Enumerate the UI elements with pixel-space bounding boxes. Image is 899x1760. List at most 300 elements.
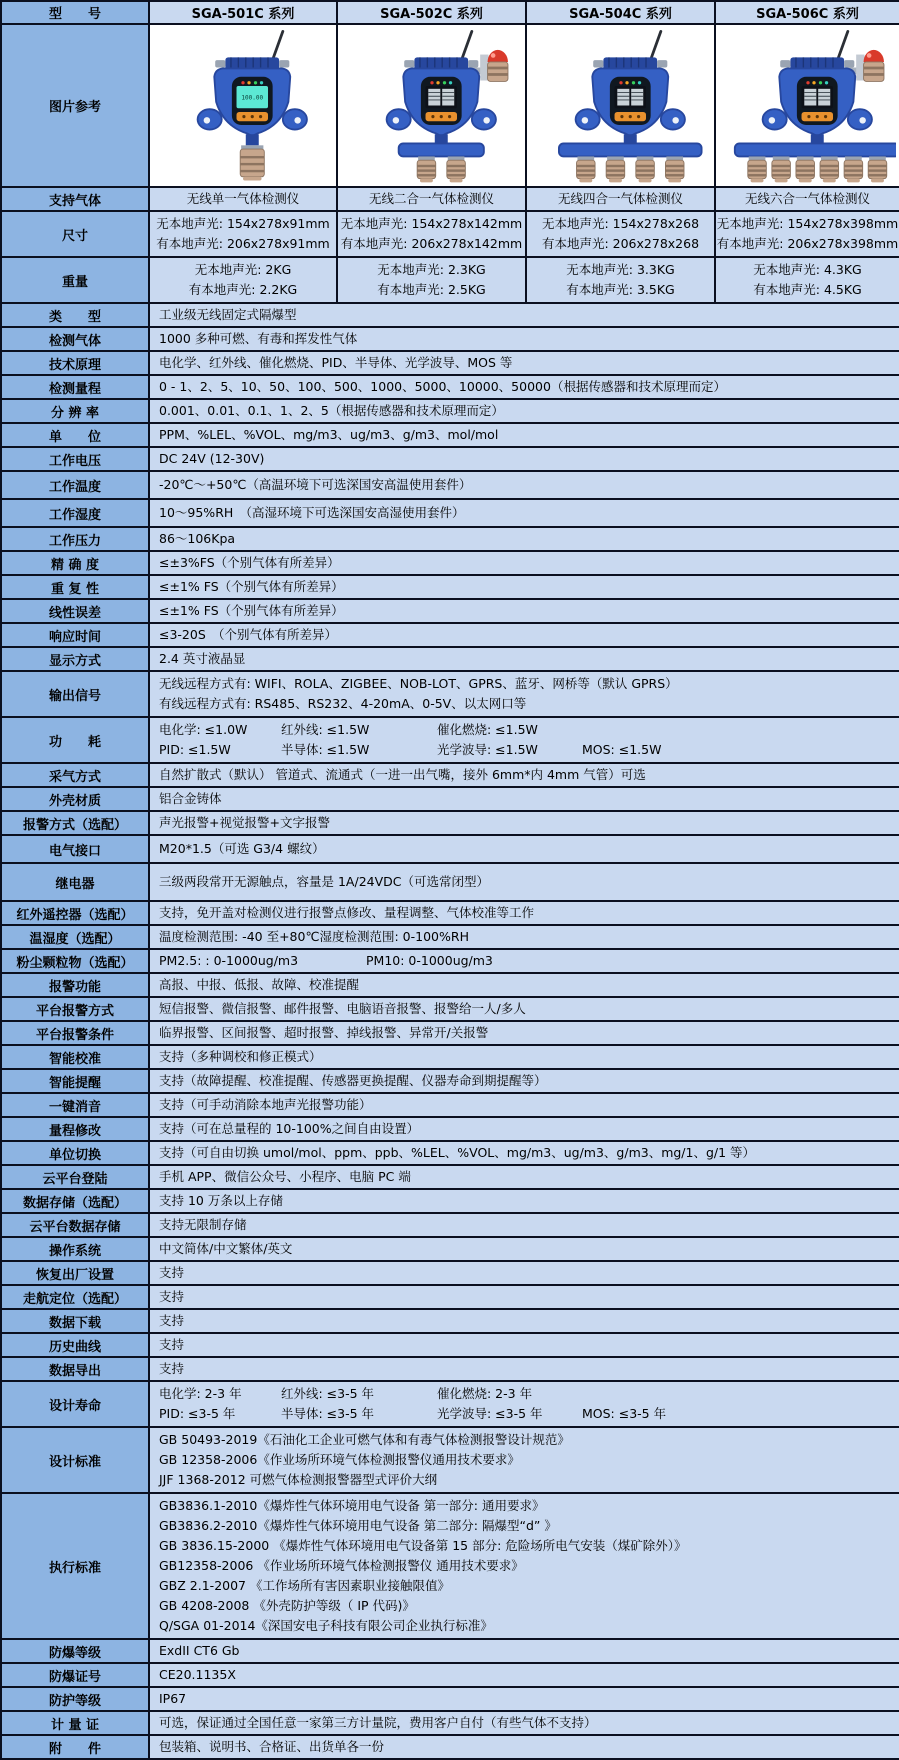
row-label: 尺寸 xyxy=(1,211,149,257)
value-segment: PM10: 0-1000ug/m3 xyxy=(366,953,493,968)
row-label: 量程修改 xyxy=(1,1117,149,1141)
value-line xyxy=(159,1119,893,1139)
value-segment: IP67 xyxy=(159,1691,187,1706)
value-segment: 临界报警、区间报警、超时报警、掉线报警、异常开/关报警 xyxy=(159,1025,489,1040)
spec-row xyxy=(1,399,899,423)
value-line: 有本地声光: 2.2KG xyxy=(188,282,298,297)
row-label: 云平台数据存储 xyxy=(1,1213,149,1237)
spec-row xyxy=(1,1021,899,1045)
compare-value-cell xyxy=(337,211,526,257)
value-segment: 温度检测范围: -40 至+80℃ xyxy=(159,929,320,944)
value-segment: 半导体: ≤1.5W xyxy=(281,742,370,757)
spec-value-cell xyxy=(149,1141,899,1165)
value-line: 无本地声光: 2.3KG xyxy=(377,262,486,277)
compare-value-cell xyxy=(337,187,526,211)
spec-row xyxy=(1,375,899,399)
row-label: 防爆证号 xyxy=(1,1663,149,1687)
row-label: 输出信号 xyxy=(1,671,149,717)
value-segment: GB12358-2006 《作业场所环境气体检测报警仪 通用技术要求》 xyxy=(159,1558,524,1573)
value-line xyxy=(159,577,893,597)
value-segment: GB 50493-2019《石油化工企业可燃气体和有毒气体检测报警设计规范》 xyxy=(159,1432,570,1447)
value-segment: DC 24V (12-30V) xyxy=(159,451,265,466)
value-segment: 支持（可手动消除本地声光报警功能） xyxy=(159,1097,372,1112)
compare-value-cell xyxy=(337,257,526,303)
value-line: 无线六合一气体检测仪 xyxy=(744,191,870,206)
spec-value-cell xyxy=(149,1045,899,1069)
value-segment: 三级两段常开无源触点，容量是 1A/24VDC（可选常闭型） xyxy=(159,874,489,889)
value-line xyxy=(159,425,893,445)
spec-value-cell xyxy=(149,1021,899,1045)
spec-value-cell xyxy=(149,1165,899,1189)
row-label: 设计标准 xyxy=(1,1427,149,1493)
spec-row xyxy=(1,1237,899,1261)
value-line: 有本地声光: 206x278x398mm xyxy=(716,236,899,251)
value-line xyxy=(159,1335,893,1355)
value-line xyxy=(159,401,893,421)
spec-value-cell xyxy=(149,647,899,671)
value-line xyxy=(159,1191,893,1211)
spec-row xyxy=(1,1735,899,1759)
spec-row xyxy=(1,811,899,835)
spec-row xyxy=(1,1333,899,1357)
spec-row xyxy=(1,901,899,925)
value-segment: 支持（可在总量程的 10-100%之间自由设置） xyxy=(159,1121,420,1136)
spec-value-cell xyxy=(149,997,899,1021)
value-line xyxy=(159,1071,893,1091)
value-segment: M20*1.5（可选 G3/4 螺纹） xyxy=(159,841,325,856)
value-line: 无本地声光: 154x278x268 xyxy=(541,216,700,231)
value-segment: 电化学: 2-3 年 xyxy=(159,1386,242,1401)
value-line: 无本地声光: 4.3KG xyxy=(753,262,862,277)
spec-row xyxy=(1,1261,899,1285)
spec-value-cell xyxy=(149,1639,899,1663)
spec-row xyxy=(1,1141,899,1165)
value-line xyxy=(159,475,893,495)
value-line xyxy=(159,1167,893,1187)
row-label: 粉尘颗粒物（选配） xyxy=(1,949,149,973)
spec-row xyxy=(1,863,899,901)
row-label: 精 确 度 xyxy=(1,551,149,575)
spec-value-cell xyxy=(149,1117,899,1141)
value-segment: 红外线: ≤1.5W xyxy=(281,722,370,737)
row-label: 走航定位（选配） xyxy=(1,1285,149,1309)
spec-row xyxy=(1,763,899,787)
value-segment: ≤±3%FS（个别气体有所差异） xyxy=(159,555,340,570)
row-label: 图片参考 xyxy=(1,24,149,187)
spec-row xyxy=(1,575,899,599)
value-segment: PID: ≤3-5 年 xyxy=(159,1406,236,1421)
row-label: 类 型 xyxy=(1,303,149,327)
spec-value-cell xyxy=(149,551,899,575)
product-image-cell xyxy=(715,24,899,187)
value-segment: JJF 1368-2012 可燃气体检测报警器型式评价大纲 xyxy=(159,1472,438,1487)
compare-value-cell xyxy=(715,211,899,257)
value-line xyxy=(159,1616,893,1636)
spec-row xyxy=(1,551,899,575)
spec-row xyxy=(1,303,899,327)
value-line: 有本地声光: 3.5KG xyxy=(566,282,675,297)
row-label: 线性误差 xyxy=(1,599,149,623)
row-label: 工作湿度 xyxy=(1,499,149,527)
spec-value-cell xyxy=(149,1357,899,1381)
value-line xyxy=(159,1239,893,1259)
value-line xyxy=(159,601,893,621)
value-line: 无线四合一气体检测仪 xyxy=(557,191,683,206)
value-line xyxy=(159,449,893,469)
value-segment: 支持 10 万条以上存储 xyxy=(159,1193,283,1208)
compare-row xyxy=(1,257,899,303)
spec-value-cell xyxy=(149,787,899,811)
spec-value-cell xyxy=(149,1735,899,1759)
spec-row xyxy=(1,997,899,1021)
spec-value-cell xyxy=(149,303,899,327)
value-segment: GBZ 2.1-2007 《工作场所有害因素职业接触限值》 xyxy=(159,1578,450,1593)
value-line xyxy=(159,813,893,833)
product-image-cell xyxy=(337,24,526,187)
value-segment: 半导体: ≤3-5 年 xyxy=(281,1406,375,1421)
model-header-row xyxy=(1,1,899,24)
spec-row xyxy=(1,835,899,863)
spec-value-cell xyxy=(149,763,899,787)
value-segment: 湿度检测范围: 0-100%RH xyxy=(319,929,469,944)
row-label: 设计寿命 xyxy=(1,1381,149,1427)
value-segment: ExdII CT6 Gb xyxy=(159,1643,240,1658)
spec-value-cell xyxy=(149,1711,899,1735)
spec-value-cell xyxy=(149,599,899,623)
value-line: 无线单一气体检测仪 xyxy=(186,191,300,206)
value-line xyxy=(159,529,893,549)
spec-row xyxy=(1,1045,899,1069)
spec-value-cell xyxy=(149,327,899,351)
row-label: 继电器 xyxy=(1,863,149,901)
spec-row xyxy=(1,447,899,471)
gas-detector-illustration xyxy=(720,25,896,186)
value-line xyxy=(159,1263,893,1283)
spec-row xyxy=(1,1213,899,1237)
value-segment: 86～106Kpa xyxy=(159,531,236,546)
compare-value-cell xyxy=(149,257,337,303)
value-line xyxy=(159,1450,893,1470)
spec-row xyxy=(1,1093,899,1117)
value-line: 有本地声光: 206x278x91mm xyxy=(156,236,330,251)
value-segment: 铝合金铸体 xyxy=(159,791,222,806)
row-label: 响应时间 xyxy=(1,623,149,647)
compare-value-cell xyxy=(526,257,715,303)
value-line xyxy=(159,1359,893,1379)
spec-row xyxy=(1,1493,899,1639)
value-segment: 支持 xyxy=(159,1289,185,1304)
spec-row xyxy=(1,623,899,647)
row-label: 附 件 xyxy=(1,1735,149,1759)
value-line xyxy=(159,1596,893,1616)
spec-value-cell xyxy=(149,623,899,647)
value-line xyxy=(159,1556,893,1576)
value-line xyxy=(159,1470,893,1490)
value-segment: 10～95%RH （高湿环境下可选深国安高湿使用套件） xyxy=(159,505,465,520)
spec-value-cell xyxy=(149,901,899,925)
value-segment: 支持无限制存储 xyxy=(159,1217,247,1232)
value-line xyxy=(159,305,893,325)
value-segment: 光学波导: ≤3-5 年 xyxy=(437,1406,543,1421)
row-label: 技术原理 xyxy=(1,351,149,375)
value-line xyxy=(159,1516,893,1536)
value-segment: 红外线: ≤3-5 年 xyxy=(281,1386,375,1401)
value-segment: 支持 xyxy=(159,1313,185,1328)
value-line: 无本地声光: 154x278x91mm xyxy=(156,216,330,231)
value-segment: 0.001、0.01、0.1、1、2、5（根据传感器和技术原理而定） xyxy=(159,403,504,418)
value-line xyxy=(159,503,893,523)
product-image-cell xyxy=(149,24,337,187)
compare-value-cell xyxy=(526,211,715,257)
compare-row xyxy=(1,187,899,211)
value-segment: 催化燃烧: ≤1.5W xyxy=(437,722,538,737)
row-label: 数据存储（选配） xyxy=(1,1189,149,1213)
spec-value-cell xyxy=(149,1493,899,1639)
value-line xyxy=(159,553,893,573)
value-line xyxy=(159,951,893,971)
spec-row xyxy=(1,1285,899,1309)
value-segment: GB3836.1-2010《爆炸性气体环境用电气设备 第一部分: 通用要求》 xyxy=(159,1498,545,1513)
row-label: 工作压力 xyxy=(1,527,149,551)
value-segment: 无线远程方式有: WIFI、ROLA、ZIGBEE、NOB-LOT、GPRS、蓝牙、网桥等（默认 GPRS） xyxy=(159,676,678,691)
spec-value-cell xyxy=(149,671,899,717)
value-segment: 高报、中报、低报、故障、校准提醒 xyxy=(159,977,360,992)
value-segment: MOS: ≤3-5 年 xyxy=(582,1406,667,1421)
value-line xyxy=(159,649,893,669)
spec-row xyxy=(1,647,899,671)
model-name-header: SGA-504C 系列 xyxy=(526,1,715,24)
row-label: 平台报警条件 xyxy=(1,1021,149,1045)
compare-value-cell xyxy=(715,187,899,211)
value-segment: 声光报警+视觉报警+文字报警 xyxy=(159,815,330,830)
spec-value-cell xyxy=(149,1427,899,1493)
spec-value-cell xyxy=(149,1333,899,1357)
value-segment: 电化学: ≤1.0W xyxy=(159,722,248,737)
spec-value-cell xyxy=(149,1687,899,1711)
value-segment: 电化学、红外线、催化燃烧、PID、半导体、光学波导、MOS 等 xyxy=(159,355,513,370)
spec-value-cell xyxy=(149,1309,899,1333)
value-segment: MOS: ≤1.5W xyxy=(582,742,662,757)
value-line xyxy=(159,1689,893,1709)
value-line xyxy=(159,353,893,373)
spec-row xyxy=(1,527,899,551)
spec-row xyxy=(1,1663,899,1687)
value-line: 无本地声光: 154x278x398mm xyxy=(716,216,899,231)
spec-row xyxy=(1,351,899,375)
value-line xyxy=(159,1737,893,1757)
spec-row xyxy=(1,787,899,811)
value-segment: ≤±1% FS（个别气体有所差异） xyxy=(159,579,344,594)
spec-row xyxy=(1,1165,899,1189)
value-line xyxy=(159,1287,893,1307)
value-line xyxy=(159,1384,893,1404)
spec-value-cell xyxy=(149,447,899,471)
row-label: 温湿度（选配） xyxy=(1,925,149,949)
value-line xyxy=(159,1496,893,1516)
value-line xyxy=(159,839,893,859)
value-segment: 自然扩散式（默认） 管道式、流通式（一进一出气嘴，接外 6mm*内 4mm 气管）可选 xyxy=(159,767,646,782)
spec-value-cell xyxy=(149,863,899,901)
row-label: 检测气体 xyxy=(1,327,149,351)
gas-detector-illustration xyxy=(344,25,520,186)
value-segment: GB3836.2-2010《爆炸性气体环境用电气设备 第二部分: 隔爆型“d” 》 xyxy=(159,1518,557,1533)
value-line xyxy=(159,999,893,1019)
value-segment: CE20.1135X xyxy=(159,1667,236,1682)
value-line xyxy=(159,765,893,785)
value-line xyxy=(159,1665,893,1685)
value-line xyxy=(159,872,893,892)
value-segment: PM2.5: : 0-1000ug/m3 xyxy=(159,953,299,968)
spec-row xyxy=(1,1309,899,1333)
value-line xyxy=(159,1215,893,1235)
value-segment: 支持 xyxy=(159,1265,185,1280)
value-segment: 中文简体/中文繁体/英文 xyxy=(159,1241,293,1256)
row-label: 支持气体 xyxy=(1,187,149,211)
spec-value-cell xyxy=(149,1663,899,1687)
spec-value-cell xyxy=(149,375,899,399)
value-segment: Q/SGA 01-2014《深国安电子科技有限公司企业执行标准》 xyxy=(159,1618,493,1633)
value-segment: PPM、%LEL、%VOL、mg/m3、ug/m3、g/m3、mol/mol xyxy=(159,427,499,442)
spec-row xyxy=(1,1357,899,1381)
value-line xyxy=(159,1047,893,1067)
value-segment: 短信报警、微信报警、邮件报警、电脑语音报警、报警给一人/多人 xyxy=(159,1001,526,1016)
value-line xyxy=(159,740,893,760)
value-segment: -20℃～+50℃（高温环境下可选深国安高温使用套件） xyxy=(159,477,472,492)
value-line: 无本地声光: 2KG xyxy=(194,262,292,277)
value-segment: PID: ≤1.5W xyxy=(159,742,231,757)
value-segment: ≤±1% FS（个别气体有所差异） xyxy=(159,603,344,618)
spec-row xyxy=(1,1189,899,1213)
spec-row xyxy=(1,1711,899,1735)
spec-value-cell xyxy=(149,1189,899,1213)
spec-value-cell xyxy=(149,1213,899,1237)
compare-value-cell xyxy=(149,211,337,257)
value-line xyxy=(159,674,893,694)
spec-value-cell xyxy=(149,1381,899,1427)
spec-row xyxy=(1,1427,899,1493)
spec-row xyxy=(1,1117,899,1141)
value-line xyxy=(159,1713,893,1733)
row-label: 显示方式 xyxy=(1,647,149,671)
row-label: 外壳材质 xyxy=(1,787,149,811)
spec-value-cell xyxy=(149,925,899,949)
product-image-row xyxy=(1,24,899,187)
spec-row xyxy=(1,973,899,997)
value-segment: 支持（可自由切换 umol/mol、ppm、ppb、%LEL、%VOL、mg/m3、ug/m3、g/m3、mg/1、g/1 等） xyxy=(159,1145,756,1160)
spec-value-cell xyxy=(149,1261,899,1285)
value-line xyxy=(159,1143,893,1163)
value-segment: 工业级无线固定式隔爆型 xyxy=(159,307,297,322)
model-column-header: 型 号 xyxy=(1,1,149,24)
spec-row xyxy=(1,423,899,447)
value-line xyxy=(159,1095,893,1115)
row-label: 云平台登陆 xyxy=(1,1165,149,1189)
row-label: 执行标准 xyxy=(1,1493,149,1639)
value-segment: 支持（多种调校和修正模式） xyxy=(159,1049,322,1064)
value-segment: GB 4208-2008 《外壳防护等级（ IP 代码)》 xyxy=(159,1598,415,1613)
spec-value-cell xyxy=(149,973,899,997)
model-name-header: SGA-502C 系列 xyxy=(337,1,526,24)
gas-detector-illustration xyxy=(533,25,709,186)
spec-value-cell xyxy=(149,835,899,863)
value-segment: 支持（故障提醒、校准提醒、传感器更换提醒、仪器寿命到期提醒等） xyxy=(159,1073,547,1088)
value-line: 无本地声光: 154x278x142mm xyxy=(340,216,523,231)
spec-row xyxy=(1,1381,899,1427)
row-label: 重 复 性 xyxy=(1,575,149,599)
value-segment: GB 12358-2006《作业场所环境气体检测报警仪通用技术要求》 xyxy=(159,1452,520,1467)
value-line xyxy=(159,694,893,714)
value-segment: ≤3-20S （个别气体有所差异） xyxy=(159,627,338,642)
row-label: 功 耗 xyxy=(1,717,149,763)
value-segment: 支持，免开盖对检测仪进行报警点修改、量程调整、气体校准等工作 xyxy=(159,905,535,920)
spec-value-cell xyxy=(149,527,899,551)
spec-value-cell xyxy=(149,423,899,447)
compare-row xyxy=(1,211,899,257)
spec-row xyxy=(1,671,899,717)
row-label: 防护等级 xyxy=(1,1687,149,1711)
row-label: 智能提醒 xyxy=(1,1069,149,1093)
value-line: 有本地声光: 206x278x142mm xyxy=(340,236,523,251)
row-label: 操作系统 xyxy=(1,1237,149,1261)
row-label: 智能校准 xyxy=(1,1045,149,1069)
value-segment: GB 3836.15-2000 《爆炸性气体环境用电气设备第 15 部分: 危险场所电气安装（煤矿除外）》 xyxy=(159,1538,687,1553)
value-segment: 可选，保证通过全国任意一家第三方计量院，费用客户自付（有些气体不支持） xyxy=(159,1715,597,1730)
spec-row xyxy=(1,499,899,527)
spec-value-cell xyxy=(149,575,899,599)
row-label: 分 辨 率 xyxy=(1,399,149,423)
compare-value-cell xyxy=(149,187,337,211)
model-name-header: SGA-501C 系列 xyxy=(149,1,337,24)
value-line xyxy=(159,1023,893,1043)
row-label: 数据导出 xyxy=(1,1357,149,1381)
row-label: 数据下载 xyxy=(1,1309,149,1333)
value-line: 有本地声光: 2.5KG xyxy=(377,282,486,297)
spec-value-cell xyxy=(149,351,899,375)
value-line xyxy=(159,975,893,995)
value-segment: 光学波导: ≤1.5W xyxy=(437,742,538,757)
spec-value-cell xyxy=(149,499,899,527)
spec-row xyxy=(1,471,899,499)
value-segment: 手机 APP、微信公众号、小程序、电脑 PC 端 xyxy=(159,1169,411,1184)
spec-row xyxy=(1,327,899,351)
compare-value-cell xyxy=(526,187,715,211)
value-line: 有本地声光: 206x278x268 xyxy=(541,236,700,251)
value-line xyxy=(159,720,893,740)
value-segment: 支持 xyxy=(159,1337,185,1352)
spec-row xyxy=(1,599,899,623)
row-label: 报警方式（选配） xyxy=(1,811,149,835)
value-line xyxy=(159,789,893,809)
spec-value-cell xyxy=(149,1093,899,1117)
spec-value-cell xyxy=(149,1285,899,1309)
row-label: 一键消音 xyxy=(1,1093,149,1117)
spec-value-cell xyxy=(149,949,899,973)
spec-value-cell xyxy=(149,1069,899,1093)
spec-row xyxy=(1,949,899,973)
value-line xyxy=(159,927,893,947)
value-segment: 2.4 英寸液晶显 xyxy=(159,651,246,666)
spec-row xyxy=(1,1687,899,1711)
row-label: 检测量程 xyxy=(1,375,149,399)
spec-row xyxy=(1,1639,899,1663)
row-label: 防爆等级 xyxy=(1,1639,149,1663)
model-name-header: SGA-506C 系列 xyxy=(715,1,899,24)
row-label: 红外遥控器（选配） xyxy=(1,901,149,925)
svg-text:100.00: 100.00 xyxy=(241,94,264,102)
row-label: 报警功能 xyxy=(1,973,149,997)
value-segment: 有线远程方式有: RS485、RS232、4-20mA、0-5V、以太网口等 xyxy=(159,696,527,711)
row-label: 重量 xyxy=(1,257,149,303)
